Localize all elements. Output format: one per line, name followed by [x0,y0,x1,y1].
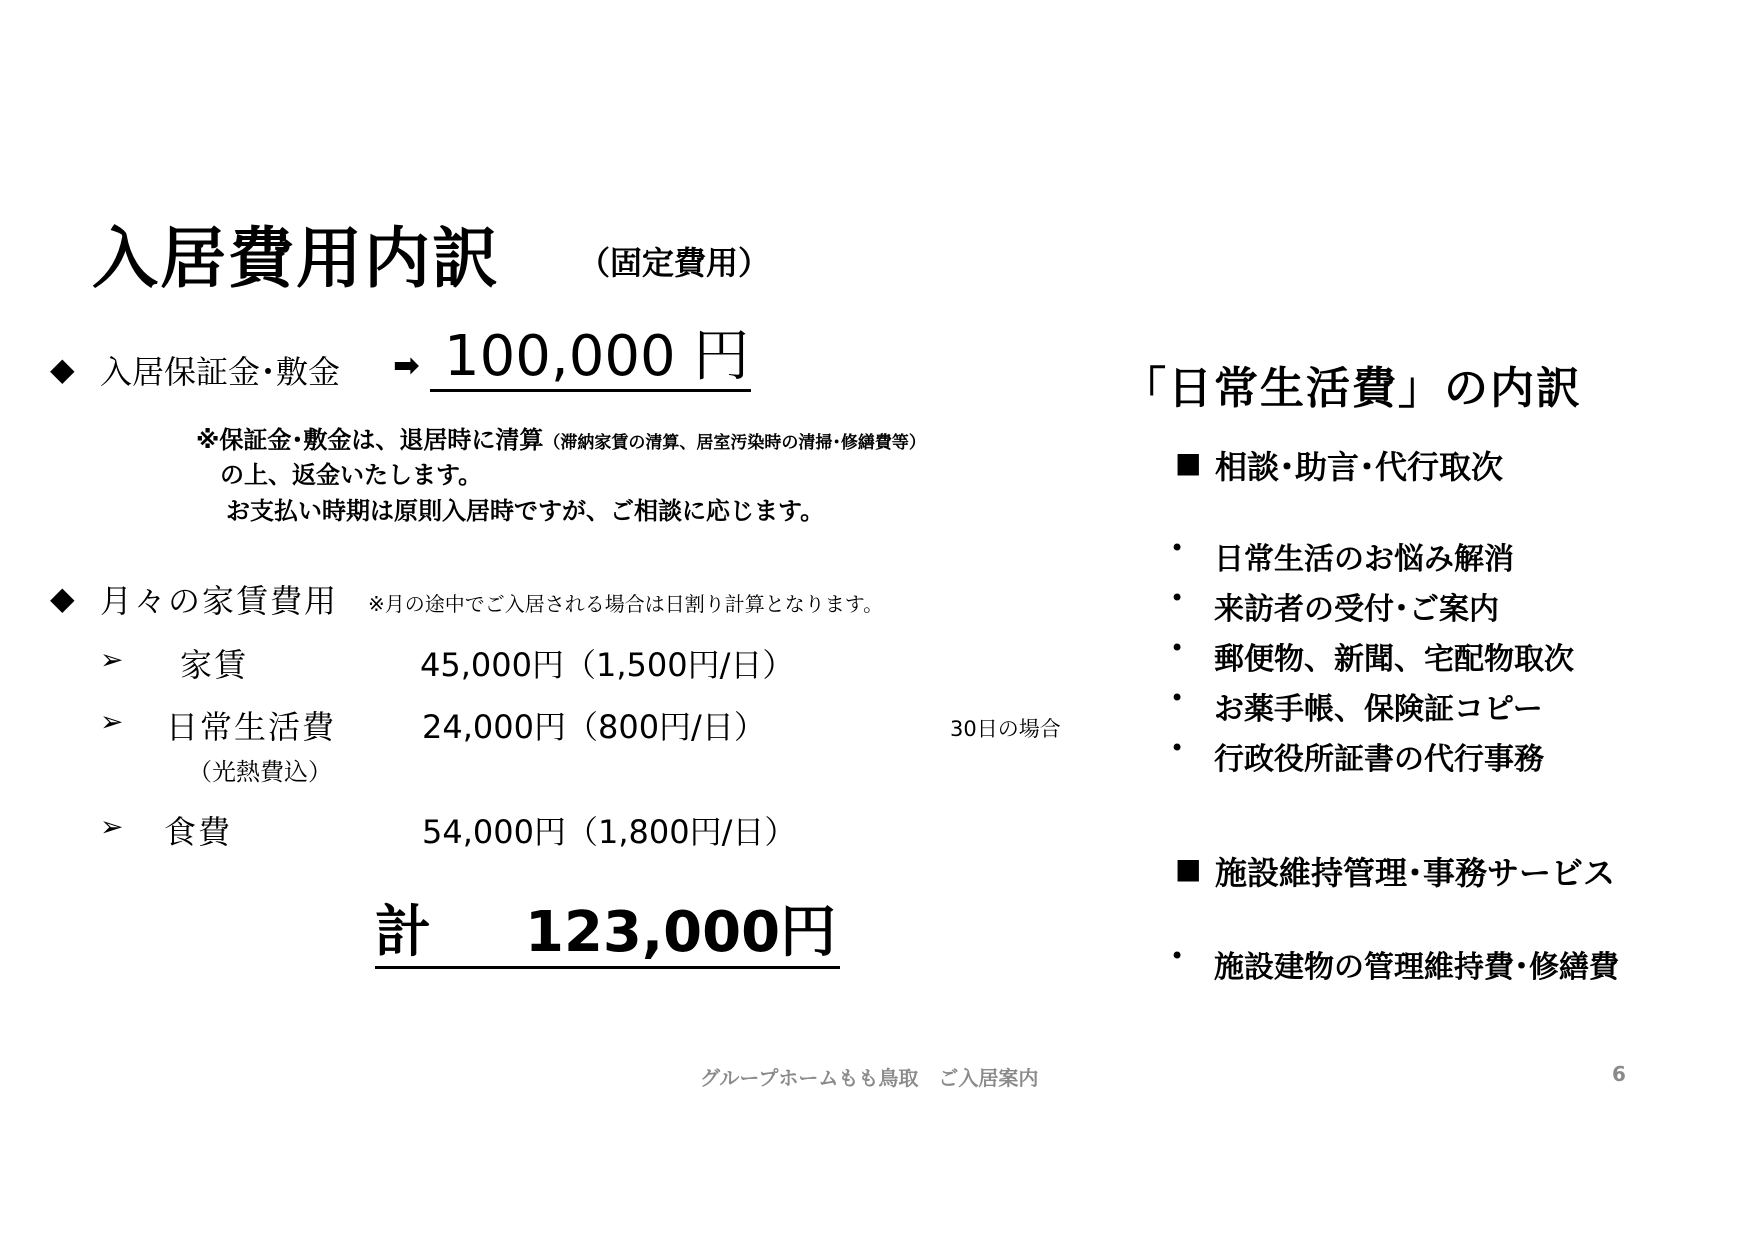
monthly-note: ※月の途中でご入居される場合は日割り計算となります。 [368,592,884,616]
deposit-note-detail: （滞納家賃の清算、居室汚染時の清掃･修繕費等） [543,433,926,453]
list-item: 行政役所証書の代行事務 [1214,742,1544,777]
item-sublabel-living: （光熱費込） [188,758,332,786]
dot-bullet-icon: • [1170,734,1185,762]
dot-bullet-icon: • [1170,534,1185,562]
dot-bullet-icon: • [1170,942,1185,970]
section-title-consult: 相談･助言･代行取次 [1215,448,1504,486]
section-title-maintenance: 施設維持管理･事務サービス [1215,854,1616,892]
square-bullet-icon: ■ [1175,446,1202,479]
deposit-label: 入居保証金･敷金 [100,353,341,391]
list-item: 施設建物の管理維持費･修繕費 [1214,950,1619,985]
list-item: お薬手帳、保険証コピー [1214,692,1543,727]
total-label: 計 [375,900,431,965]
square-bullet-icon: ■ [1175,852,1202,885]
dot-bullet-icon: • [1170,634,1185,662]
list-item: 来訪者の受付･ご案内 [1214,592,1499,627]
dot-bullet-icon: • [1170,584,1185,612]
diamond-bullet-icon: ◆ [50,579,75,617]
breakdown-heading: 「日常生活費」の内訳 [1122,363,1582,414]
page-title: 入居費用内訳 [92,220,500,297]
item-label-rent: 家賃 [180,646,249,684]
deposit-note-line1 [196,420,926,455]
diamond-bullet-icon: ◆ [50,350,75,388]
deposit-note-line3: お支払い時期は原則入居時ですが、ご相談に応じます。 [226,497,825,525]
item-label-living: 日常生活費 [166,708,337,746]
right-arrow-icon: ➡ [393,346,420,384]
item-label-food: 食費 [164,813,233,851]
page-subtitle: （固定費用） [578,244,771,282]
chevron-bullet-icon: ➢ [100,810,124,843]
deposit-note-main: ※保証金･敷金は、退居時に清算 [196,426,544,454]
footer-text: グループホームもも鳥取 ご入居案内 [700,1066,1039,1090]
dot-bullet-icon: • [1170,684,1185,712]
monthly-label: 月々の家賃費用 [100,582,339,620]
deposit-note-line2: の上、返金いたします。 [220,461,483,489]
list-item: 郵便物、新聞、宅配物取次 [1214,642,1574,677]
days-note: 30日の場合 [950,717,1061,741]
item-value-food: 54,000円（1,800円/日） [422,813,797,851]
item-value-rent: 45,000円（1,500円/日） [420,646,795,684]
chevron-bullet-icon: ➢ [100,643,124,676]
page-number: 6 [1612,1062,1626,1086]
list-item: 日常生活のお悩み解消 [1214,542,1514,577]
chevron-bullet-icon: ➢ [100,705,124,738]
monthly-total [375,900,840,969]
total-value: 123,000円 [525,900,837,965]
item-value-living: 24,000円（800円/日） [422,708,766,746]
deposit-amount: 100,000 円 [430,325,751,392]
